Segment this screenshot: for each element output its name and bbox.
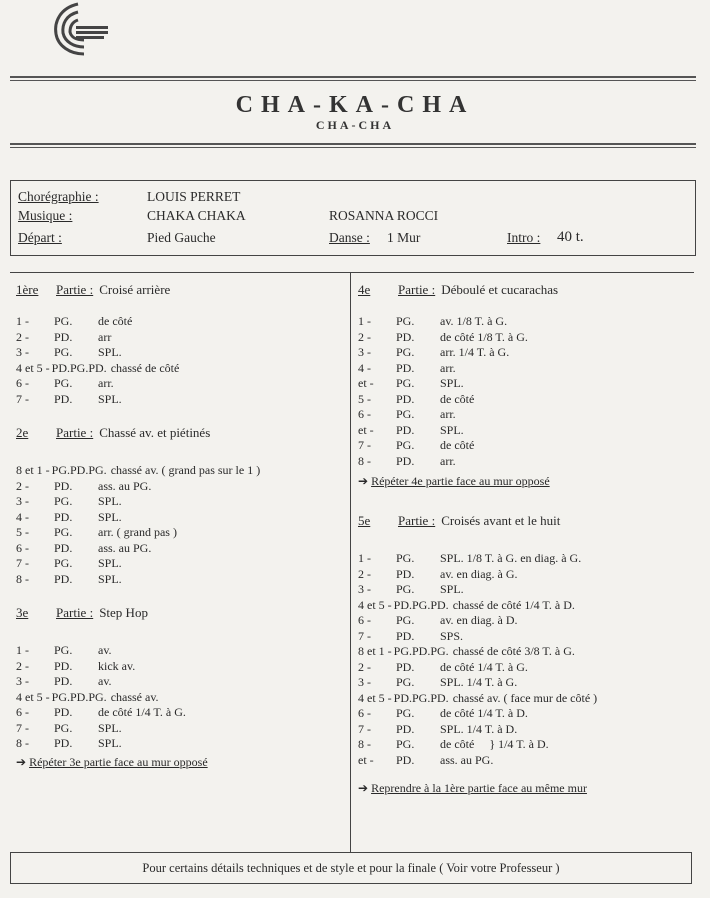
step-row xyxy=(358,675,694,691)
step-count: 6 - xyxy=(358,613,371,627)
step-foot: PG. xyxy=(54,556,73,570)
step-count: et - xyxy=(358,752,374,767)
step-row xyxy=(16,690,352,706)
step-desc: arr. xyxy=(440,453,456,468)
step-count: 3 - xyxy=(358,675,371,689)
step-row xyxy=(358,629,694,645)
section-5-header xyxy=(358,513,694,533)
step-count: 6 - xyxy=(16,705,29,719)
step-foot: PG. xyxy=(396,551,415,565)
start-value: Pied Gauche xyxy=(147,230,216,245)
step-count: 7 - xyxy=(358,438,371,452)
section-3-header xyxy=(16,605,352,625)
step-desc: SPL. xyxy=(98,736,122,750)
step-row xyxy=(358,706,694,722)
section-1-steps xyxy=(16,314,352,407)
step-foot: PG. xyxy=(396,345,415,359)
step-foot: PD. xyxy=(54,658,73,673)
step-row xyxy=(16,510,352,526)
step-row xyxy=(358,567,694,583)
step-desc: SPL. xyxy=(98,571,122,586)
step-count: 2 - xyxy=(16,478,29,493)
step-foot: PG. xyxy=(396,737,415,751)
step-desc: ass. au PG. xyxy=(440,752,494,767)
step-row xyxy=(358,691,694,707)
repeat-text: Répéter 4e partie face au mur opposé xyxy=(371,474,550,488)
repeat-note-4 xyxy=(358,473,694,489)
step-count: 1 - xyxy=(358,314,371,328)
step-desc: av. xyxy=(98,643,112,657)
section-1-header xyxy=(16,282,352,302)
info-box xyxy=(10,180,696,256)
step-count: 6 - xyxy=(16,376,29,390)
step-row xyxy=(358,438,694,454)
artist-value: ROSANNA ROCCI xyxy=(329,208,439,223)
section-title: Croisés avant et le huit xyxy=(441,513,561,528)
page-subtitle: CHA-CHA xyxy=(315,118,395,132)
step-row xyxy=(16,674,352,690)
step-count: 4 et 5 - xyxy=(358,597,392,612)
logo-icon xyxy=(48,0,112,60)
music-value: CHAKA CHAKA xyxy=(147,208,246,223)
step-desc: av. 1/8 T. à G. xyxy=(440,314,508,328)
step-desc: chassé de côté 1/4 T. à D. xyxy=(452,597,575,612)
step-foot: PG. xyxy=(396,314,415,328)
step-row xyxy=(16,463,352,479)
left-column xyxy=(16,282,352,770)
step-count: 8 - xyxy=(358,737,371,751)
step-count: 2 - xyxy=(358,659,371,674)
step-foot: PD. xyxy=(54,705,73,719)
step-foot: PG. xyxy=(54,376,73,390)
title-rule xyxy=(10,143,696,145)
step-count: 4 et 5 - xyxy=(358,690,392,705)
step-count: 3 - xyxy=(358,582,371,596)
step-row xyxy=(358,660,694,676)
dance-value: 1 Mur xyxy=(387,230,421,245)
step-foot: PG.PD.PG. xyxy=(51,689,107,704)
step-count: 3 - xyxy=(16,494,29,508)
step-count: 8 et 1 - xyxy=(16,463,50,477)
step-count: 8 - xyxy=(16,571,29,586)
step-desc: chassé av. xyxy=(110,689,159,704)
step-row xyxy=(358,582,694,598)
step-foot: PD. xyxy=(396,628,415,643)
step-row xyxy=(16,392,352,408)
step-foot: PD. xyxy=(396,453,415,468)
step-row xyxy=(16,314,352,330)
section-5-steps xyxy=(358,551,694,768)
step-foot: PD. xyxy=(54,391,73,406)
step-count: 4 - xyxy=(358,360,371,375)
step-count: 1 - xyxy=(16,314,29,328)
dance-label: Danse : xyxy=(329,230,370,245)
step-desc: de côté 1/4 T. à D. xyxy=(440,706,528,720)
section-title: Step Hop xyxy=(99,605,148,620)
step-desc: SPL. xyxy=(440,376,464,390)
step-count: 5 - xyxy=(16,525,29,539)
step-desc: arr. ( grand pas ) xyxy=(98,525,177,539)
step-desc: SPL. xyxy=(440,582,464,596)
step-row xyxy=(16,572,352,588)
arrow-right-icon: ➔ xyxy=(358,474,372,488)
step-desc: ass. au PG. xyxy=(98,478,152,493)
step-foot: PG. xyxy=(396,438,415,452)
step-foot: PD. xyxy=(396,721,415,736)
step-count: 2 - xyxy=(16,329,29,344)
step-foot: PG. xyxy=(396,582,415,596)
step-row xyxy=(358,407,694,423)
step-foot: PD. xyxy=(396,422,415,437)
step-row xyxy=(16,705,352,721)
step-row xyxy=(16,494,352,510)
step-foot: PG. xyxy=(396,675,415,689)
step-count: et - xyxy=(358,376,374,390)
step-row xyxy=(358,613,694,629)
step-count: 7 - xyxy=(16,720,29,735)
step-row xyxy=(16,479,352,495)
step-foot: PG. xyxy=(396,407,415,421)
section-4-header xyxy=(358,282,694,302)
step-desc: arr. xyxy=(440,407,456,421)
step-desc: de côté xyxy=(440,438,475,452)
step-desc: av. en diag. à G. xyxy=(440,566,518,581)
step-desc: SPL. xyxy=(98,345,122,359)
section-title: Croisé arrière xyxy=(99,282,171,297)
step-desc: SPL. xyxy=(440,422,464,437)
step-desc: SPL. xyxy=(98,494,122,508)
part-label: Partie : xyxy=(56,282,94,297)
section-number: 2e xyxy=(16,425,29,440)
step-desc: de côté 1/4 T. à G. xyxy=(98,705,186,719)
section-title: Chassé av. et piétinés xyxy=(99,425,211,440)
step-count: 1 - xyxy=(358,551,371,565)
step-desc: arr. xyxy=(440,360,456,375)
step-row xyxy=(358,361,694,377)
step-count: 6 - xyxy=(358,407,371,421)
step-desc: de côté 1/8 T. à G. xyxy=(440,329,528,344)
step-count: 7 - xyxy=(358,721,371,736)
step-count: 6 - xyxy=(16,540,29,555)
step-row xyxy=(16,525,352,541)
step-foot: PD. xyxy=(396,391,415,406)
step-row xyxy=(16,361,352,377)
section-number: 1ère xyxy=(16,282,39,297)
step-desc: kick av. xyxy=(98,658,136,673)
music-label: Musique : xyxy=(18,208,73,223)
step-foot: PG. xyxy=(396,376,415,390)
section-4-steps xyxy=(358,314,694,469)
title-rule-thin xyxy=(10,147,696,148)
right-column xyxy=(358,282,694,796)
step-row xyxy=(16,659,352,675)
step-count: 4 et 5 - xyxy=(16,360,50,375)
step-foot: PD.PG.PD. xyxy=(51,360,107,375)
section-3-steps xyxy=(16,643,352,752)
step-count: 2 - xyxy=(358,566,371,581)
step-foot: PG. xyxy=(396,613,415,627)
step-desc: av. en diag. à D. xyxy=(440,613,518,627)
step-count: 3 - xyxy=(16,345,29,359)
section-2-header xyxy=(16,425,352,445)
arrow-right-icon: ➔ xyxy=(16,754,30,769)
step-count: 8 et 1 - xyxy=(358,644,392,658)
step-row xyxy=(358,737,694,753)
step-foot: PD. xyxy=(54,571,73,586)
step-count: 7 - xyxy=(358,628,371,643)
step-count: et - xyxy=(358,422,374,437)
step-foot: PG. xyxy=(54,643,73,657)
step-row xyxy=(358,598,694,614)
step-foot: PG.PD.PG. xyxy=(51,463,107,477)
step-count: 7 - xyxy=(16,391,29,406)
step-count: 6 - xyxy=(358,706,371,720)
footer-note: Pour certains détails techniques et de style et pour la finale ( Voir votre Professeur ) xyxy=(142,861,560,875)
step-count: 4 et 5 - xyxy=(16,689,50,704)
step-count: 2 - xyxy=(358,329,371,344)
step-desc: SPL. xyxy=(98,556,122,570)
step-foot: PD. xyxy=(54,329,73,344)
choreo-label: Chorégraphie : xyxy=(18,189,99,204)
step-row xyxy=(16,376,352,392)
step-row xyxy=(16,556,352,572)
step-foot: PD. xyxy=(54,540,73,555)
step-count: 8 - xyxy=(16,736,29,750)
step-desc: SPL. 1/4 T. à D. xyxy=(440,721,518,736)
step-desc: chassé de côté 3/8 T. à G. xyxy=(452,644,575,658)
step-row xyxy=(358,551,694,567)
repeat-note-5 xyxy=(358,780,694,796)
choreo-value: LOUIS PERRET xyxy=(147,189,241,204)
step-row xyxy=(16,721,352,737)
step-foot: PG. xyxy=(54,525,73,539)
section-number: 5e xyxy=(358,513,371,528)
step-count: 3 - xyxy=(358,345,371,359)
section-number: 3e xyxy=(16,605,29,620)
step-desc: SPL. 1/4 T. à G. xyxy=(440,675,518,689)
step-desc: chassé de côté xyxy=(110,360,180,375)
step-foot: PD. xyxy=(396,566,415,581)
step-desc: de côté 1/4 T. à G. xyxy=(440,659,528,674)
step-row xyxy=(16,736,352,752)
step-foot: PG. xyxy=(396,706,415,720)
step-desc: de côté xyxy=(440,391,475,406)
step-count: 7 - xyxy=(16,556,29,570)
part-label: Partie : xyxy=(398,282,436,297)
step-foot: PG.PD.PG. xyxy=(393,644,449,658)
step-row xyxy=(358,392,694,408)
step-row xyxy=(358,314,694,330)
part-label: Partie : xyxy=(56,605,94,620)
step-desc: arr. xyxy=(98,376,114,390)
step-row xyxy=(358,423,694,439)
step-count: 8 - xyxy=(358,453,371,468)
step-desc: SPL. xyxy=(98,720,122,735)
step-desc: av. xyxy=(98,674,112,688)
step-row xyxy=(358,345,694,361)
step-foot: PD.PG.PD. xyxy=(393,597,449,612)
step-desc: SPL. 1/8 T. à G. en diag. à G. xyxy=(440,551,582,565)
repeat-text: Reprendre à la 1ère partie face au même mur xyxy=(371,781,587,795)
step-foot: PD. xyxy=(396,329,415,344)
step-foot: PD. xyxy=(396,659,415,674)
step-desc: SPL. xyxy=(98,391,122,406)
step-foot: PD. xyxy=(54,478,73,493)
step-desc: arr xyxy=(98,329,112,344)
step-foot: PD. xyxy=(396,360,415,375)
step-desc: de côté xyxy=(98,314,133,328)
step-count: 1 - xyxy=(16,643,29,657)
top-rule xyxy=(10,76,696,78)
start-label: Départ : xyxy=(18,230,62,245)
step-row xyxy=(358,454,694,470)
repeat-text: Répéter 3e partie face au mur opposé xyxy=(29,754,208,769)
top-rule-thin xyxy=(10,80,696,81)
step-row xyxy=(16,643,352,659)
step-foot: PG. xyxy=(54,345,73,359)
step-foot: PD.PG.PD. xyxy=(393,690,449,705)
step-desc: de côté } 1/4 T. à D. xyxy=(440,737,549,751)
step-desc: arr. 1/4 T. à G. xyxy=(440,345,510,359)
page-title: CHA-KA-CHA xyxy=(235,92,475,118)
step-foot: PG. xyxy=(54,720,73,735)
intro-value: 40 t. xyxy=(557,229,584,245)
step-foot: PD. xyxy=(54,736,73,750)
step-count: 2 - xyxy=(16,658,29,673)
step-foot: PD. xyxy=(54,509,73,524)
part-label: Partie : xyxy=(398,513,436,528)
step-desc: chassé av. ( grand pas sur le 1 ) xyxy=(110,463,261,477)
section-number: 4e xyxy=(358,282,371,297)
step-foot: PG. xyxy=(54,494,73,508)
step-desc: SPL. xyxy=(98,509,122,524)
step-row xyxy=(358,753,694,769)
step-desc: chassé av. ( face mur de côté ) xyxy=(452,690,598,705)
section-title: Déboulé et cucarachas xyxy=(441,282,559,297)
step-count: 3 - xyxy=(16,674,29,688)
step-row xyxy=(358,644,694,660)
step-row xyxy=(16,541,352,557)
step-count: 4 - xyxy=(16,509,29,524)
step-foot: PD. xyxy=(396,752,415,767)
arrow-right-icon: ➔ xyxy=(358,781,372,795)
step-foot: PG. xyxy=(54,314,73,328)
step-desc: SPS. xyxy=(440,628,464,643)
step-desc: ass. au PG. xyxy=(98,540,152,555)
step-row xyxy=(16,345,352,361)
footer-box xyxy=(10,852,692,884)
intro-label: Intro : xyxy=(507,230,541,245)
section-2-steps xyxy=(16,463,352,587)
step-count: 5 - xyxy=(358,391,371,406)
step-row xyxy=(358,330,694,346)
step-row xyxy=(16,330,352,346)
repeat-note-3 xyxy=(16,754,352,770)
step-foot: PD. xyxy=(54,674,73,688)
part-label: Partie : xyxy=(56,425,94,440)
step-row xyxy=(358,722,694,738)
step-row xyxy=(358,376,694,392)
